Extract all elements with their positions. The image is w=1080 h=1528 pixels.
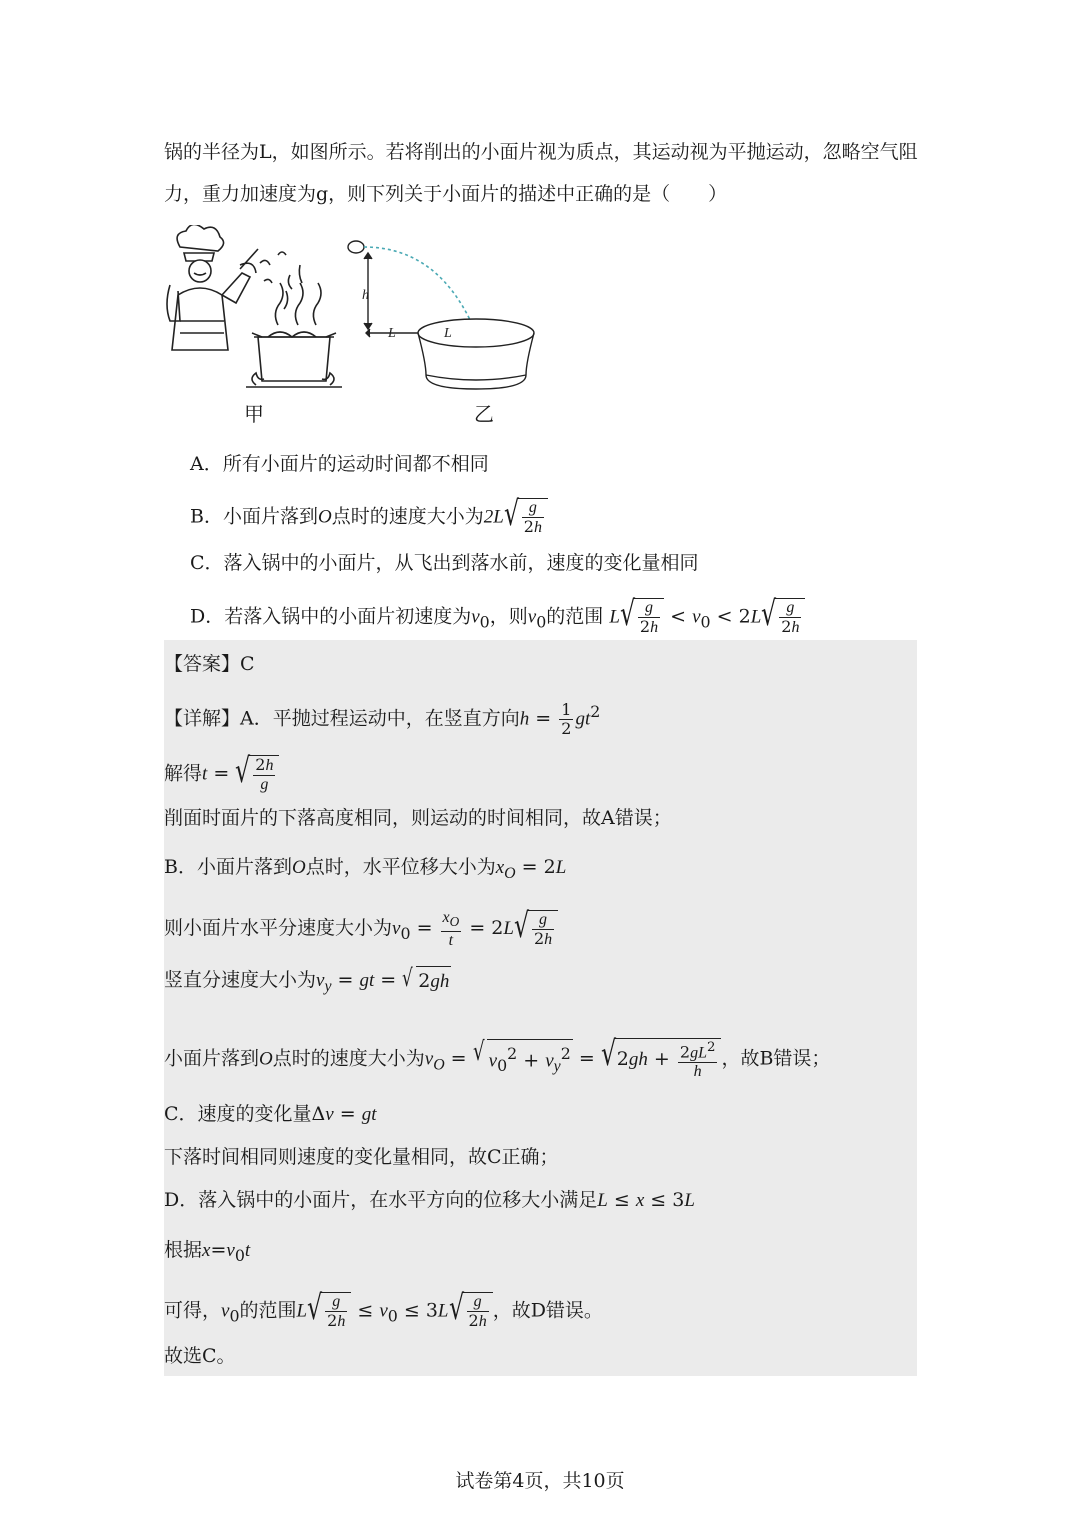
detail-a1-text: A．平抛过程运动中，在竖直方向 xyxy=(240,707,520,730)
figure-label-left: 甲 xyxy=(244,402,264,426)
detail-b2-text: 则小面片水平分速度大小为 xyxy=(164,917,393,940)
detail-b3: 竖直分速度大小为$v_y$ = gt = √ 2gh xyxy=(164,964,450,995)
option-d-text: D．若落入锅中的小面片初速度为 xyxy=(190,605,472,628)
option-b-sqrt: √ $\frac{g}{2h}$ xyxy=(504,498,548,537)
detail-d1-text: D．落入锅中的小面片，在水平方向的位移大小满足 xyxy=(164,1189,598,1211)
detail-b1-rest: 点时，水平位移大小为 xyxy=(305,856,496,878)
detail-b1-O: O xyxy=(291,857,306,878)
detail-d2: 根据$x=v_0t$ xyxy=(164,1239,251,1265)
detail-b4-end: ，故B错误； xyxy=(721,1047,831,1070)
option-b xyxy=(190,494,548,537)
L-label-1: L xyxy=(388,326,396,341)
option-c: C．落入锅中的小面片，从飞出到落水前，速度的变化量相同 xyxy=(190,552,699,574)
page-footer: 试卷第4页，共10页 xyxy=(455,1470,625,1492)
detail-a-conclusion: 削面时面片的下落高度相同，则运动的时间相同，故A错误； xyxy=(164,807,672,829)
detail-solve: 解得t = √ $\frac{2h}{g}$ xyxy=(164,755,279,794)
detail-b1-text: B．小面片落到 xyxy=(164,856,292,878)
detail-b4-O: O xyxy=(259,1048,273,1070)
detail-d1: D．落入锅中的小面片，在水平方向的位移大小满足L ≤ x ≤ 3L xyxy=(164,1189,695,1211)
option-b-coef: 2L xyxy=(483,506,504,528)
detail-label: 【详解】 xyxy=(164,707,241,730)
option-a: A．所有小面片的运动时间都不相同 xyxy=(190,453,489,475)
h-label: h xyxy=(362,288,369,303)
answer-area xyxy=(164,640,917,1376)
projectile-diagram xyxy=(348,241,534,389)
detail-d3-a: 可得， xyxy=(164,1299,222,1322)
detail-b4-b: 点时的速度大小为 xyxy=(272,1047,425,1070)
detail-d3-end: ，故D错误。 xyxy=(492,1299,603,1322)
detail-b4: 小面片落到O点时的速度大小为$v_O$ = √ $v_0^2 + v_y^2$ = √ 2gh + $\frac{2gL^2}{h}$ ，故B错误； xyxy=(164,1034,831,1081)
option-d-mid: ，则 xyxy=(489,605,528,628)
detail-d2-text: 根据 xyxy=(164,1239,203,1261)
detail-c2: 下落时间相同则速度的变化量相同，故C正确； xyxy=(164,1146,559,1168)
detail-solve-text: 解得 xyxy=(164,762,203,785)
detail-b1: B．小面片落到O点时，水平位移大小为$x_O = 2L$ xyxy=(164,856,567,882)
detail-d3-b: 的范围 xyxy=(239,1299,297,1322)
detail-c1: C．速度的变化量Δv = gt xyxy=(164,1103,377,1125)
detail-c1-text: C．速度的变化量 xyxy=(164,1103,312,1125)
option-d: D．若落入锅中的小面片初速度为$v_0$，则$v_0$的范围 L √ $\frac{g}{2h}$ < $v_0 < 2L$ √ $\frac{g}{2h}$ xyxy=(190,598,805,637)
answer-label: 【答案】C xyxy=(164,653,255,675)
option-b-text: B．小面片落到 xyxy=(190,505,318,528)
detail-b4-a: 小面片落到 xyxy=(164,1047,260,1070)
question-line-1: 锅的半径为L，如图所示。若将削出的小面片视为质点，其运动视为平抛运动，忽略空气阻 xyxy=(164,141,918,163)
detail-a1: 【详解】A．平抛过程运动中，在竖直方向h = $\frac{1}{2}$ $gt^2$ xyxy=(164,699,601,738)
option-b-O: O xyxy=(317,506,332,528)
detail-d3: 可得，$v_0$的范围L √ $\frac{g}{2h}$ ≤ $v_0 \le 3L$ √ $\frac{g}{2h}$ ，故D错误。 xyxy=(164,1288,603,1330)
detail-b2: 则小面片水平分速度大小为$v_0$ = $\frac{x_O}{t}$ = 2L √ $\frac{g}{2h}$ xyxy=(164,908,558,950)
detail-b3-text: 竖直分速度大小为 xyxy=(164,969,317,991)
chef-illustration xyxy=(167,225,342,387)
detail-final: 故选C。 xyxy=(164,1345,236,1367)
option-d-text2: 的范围 xyxy=(546,605,604,628)
option-b-text2: 点时的速度大小为 xyxy=(331,505,484,528)
figure-label-right: 乙 xyxy=(474,402,494,426)
L-label-2: L xyxy=(444,326,452,341)
question-line-2: 力，重力加速度为g，则下列关于小面片的描述中正确的是（ ） xyxy=(164,183,728,205)
